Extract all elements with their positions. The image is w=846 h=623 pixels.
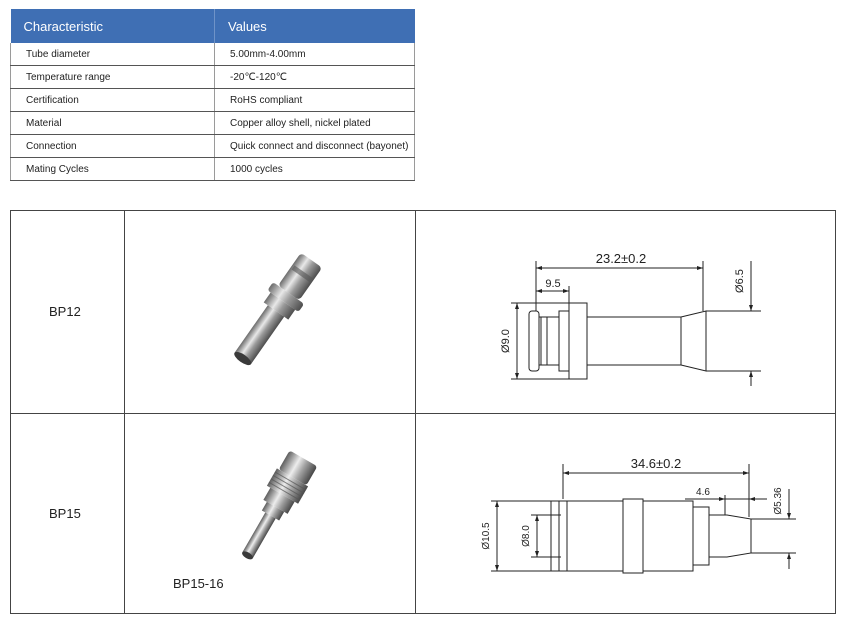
bp15-dim-overall: 34.6±0.2	[630, 456, 682, 471]
spec-value: Quick connect and disconnect (bayonet)	[215, 135, 415, 158]
spec-value: -20℃-120℃	[215, 66, 415, 89]
spec-characteristic: Tube diameter	[11, 43, 215, 66]
grid-divider	[415, 211, 416, 613]
spec-characteristic: Mating Cycles	[11, 158, 215, 181]
spec-characteristic: Temperature range	[11, 66, 215, 89]
product-model-bp15: BP15	[49, 506, 81, 521]
spec-value: Copper alloy shell, nickel plated	[215, 112, 415, 135]
bp12-photo	[211, 251, 341, 371]
table-row	[11, 158, 415, 181]
bp12-drawing	[481, 241, 771, 391]
grid-divider	[11, 413, 835, 414]
bp15-photo	[216, 451, 336, 566]
spec-value: RoHS compliant	[215, 89, 415, 112]
grid-divider	[124, 211, 125, 613]
bp15-caption: BP15-16	[173, 576, 224, 591]
table-row	[11, 112, 415, 135]
table-row	[11, 89, 415, 112]
product-grid	[10, 210, 836, 614]
spec-header-characteristic: Characteristic	[11, 9, 215, 43]
bp12-dim-outer-dia: Ø9.0	[500, 329, 512, 353]
spec-characteristic: Material	[11, 112, 215, 135]
spec-value: 1000 cycles	[215, 158, 415, 181]
bp15-dim-outer-dia: Ø10.5	[481, 522, 492, 550]
spec-header-values: Values	[215, 9, 415, 43]
bp15-dim-step: 4.6	[696, 487, 710, 498]
table-row	[11, 135, 415, 158]
table-row	[11, 66, 415, 89]
spec-characteristic: Connection	[11, 135, 215, 158]
table-row	[11, 43, 415, 66]
spec-value: 5.00mm-4.00mm	[215, 43, 415, 66]
bp12-dim-tip-dia: Ø6.5	[734, 269, 746, 293]
spec-characteristic: Certification	[11, 89, 215, 112]
bp15-drawing	[471, 449, 801, 599]
spec-table	[10, 9, 415, 181]
bp15-dim-inner-dia: Ø8.0	[521, 525, 532, 547]
bp12-dim-overall: 23.2±0.2	[595, 251, 647, 266]
bp12-dim-step: 9.5	[545, 278, 561, 290]
bp15-dim-tip-dia: Ø5.36	[773, 487, 784, 515]
product-model-bp12: BP12	[49, 304, 81, 319]
spec-header-row	[11, 9, 415, 43]
